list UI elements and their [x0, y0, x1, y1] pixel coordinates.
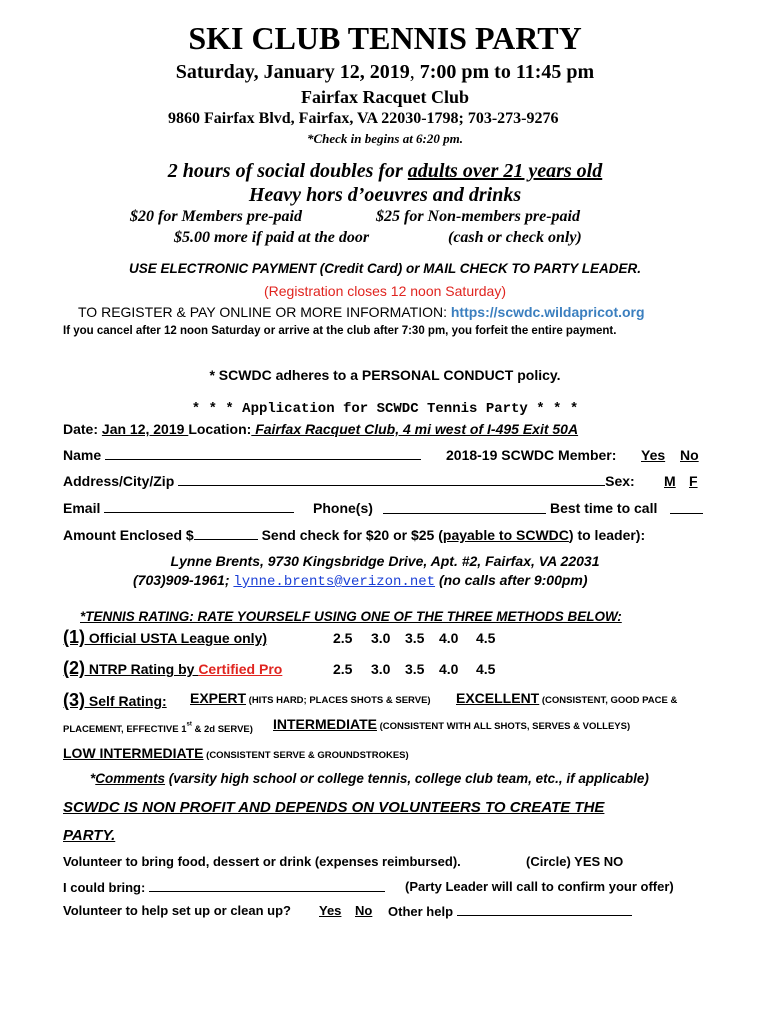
comments-asterisk: *	[90, 771, 96, 786]
email-label: Email	[63, 500, 105, 516]
setup-no-option[interactable]: No	[355, 903, 373, 918]
leader-email-link[interactable]: lynne.brents@verizon.net	[233, 574, 436, 590]
comments-note: (varsity high school or college tennis, college club team, etc., if applicable)	[165, 771, 649, 786]
page-title: SKI CLUB TENNIS PARTY	[188, 20, 582, 56]
electronic-payment-note: USE ELECTRONIC PAYMENT (Credit Card) or MAIL CHECK TO PARTY LEADER.	[128, 261, 642, 276]
register-link[interactable]: https://scwdc.wildapricot.org	[450, 304, 645, 320]
rating-method-2	[63, 658, 763, 679]
leader-phone: (703)909-1961;	[133, 572, 234, 588]
address-field[interactable]	[178, 473, 605, 486]
level-option[interactable]: 3.5	[405, 661, 425, 677]
calls-note: (no calls after 9:00pm)	[438, 572, 588, 588]
excellent-note-end: & 2d SERVE)	[191, 724, 253, 735]
level-option[interactable]: 3.0	[371, 630, 391, 646]
could-bring-label: I could bring:	[63, 880, 149, 895]
method-3-label: Self Rating:	[85, 693, 167, 709]
setup-question: Volunteer to help set up or clean up?	[63, 903, 292, 918]
level-option[interactable]: 4.5	[476, 630, 496, 646]
payable-to: payable to SCWDC	[442, 527, 569, 543]
nonprofit-line-2: PARTY.	[63, 827, 116, 844]
amount-row	[63, 527, 763, 543]
level-option[interactable]: 4.0	[439, 630, 459, 646]
member-no-option[interactable]: No	[680, 447, 699, 463]
level-option[interactable]: 2.5	[333, 630, 353, 646]
date-location-row	[63, 421, 763, 437]
food-line: Heavy hors d’oeuvres and drinks	[248, 184, 522, 206]
best-time-label: Best time to call	[550, 500, 658, 516]
venue-address: 9860 Fairfax Blvd, Fairfax, VA 22030-1798; 703-273-9276	[168, 110, 559, 127]
phone-field[interactable]	[383, 501, 546, 514]
level-option[interactable]: 2.5	[333, 661, 353, 677]
send-check-end: ) to leader):	[568, 527, 646, 543]
member-yes-option[interactable]: Yes	[641, 447, 666, 463]
expert-note: (HITS HARD; PLACES SHOTS & SERVE)	[246, 695, 431, 706]
register-label: TO REGISTER & PAY ONLINE OR MORE INFORMATION:	[78, 304, 447, 320]
cancel-policy: If you cancel after 12 noon Saturday or arrive at the club after 7:30 pm, you forfeit the entire payment.	[63, 325, 617, 337]
intermediate-note: (CONSISTENT WITH ALL SHOTS, SERVES & VOLLEYS)	[376, 721, 631, 732]
rating-method-1	[63, 627, 763, 648]
rating-method-3	[63, 690, 763, 711]
method-1-number: (1)	[63, 627, 85, 647]
method-2-number: (2)	[63, 658, 85, 678]
level-option[interactable]: 3.5	[405, 630, 425, 646]
leader-contact	[133, 572, 753, 590]
phone-label: Phone(s)	[313, 500, 373, 516]
register-line	[78, 304, 768, 320]
social-doubles-line	[0, 160, 770, 183]
conduct-policy: * SCWDC adheres to a PERSONAL CONDUCT policy.	[209, 367, 561, 383]
email-field[interactable]	[104, 500, 294, 513]
low-intermediate-note: (CONSISTENT SERVE & GROUNDSTROKES)	[203, 750, 409, 761]
circle-yes-no[interactable]: (Circle) YES NO	[526, 854, 624, 869]
nonprofit-line-1: SCWDC IS NON PROFIT AND DEPENDS ON VOLUNTEERS TO CREATE THE	[63, 799, 605, 816]
expert-label: EXPERT	[190, 690, 247, 706]
checkin-note: *Check in begins at 6:20 pm.	[306, 131, 463, 146]
low-intermediate-option[interactable]	[63, 745, 763, 761]
member-label: 2018-19 SCWDC Member:	[446, 447, 617, 463]
application-heading: * * * Application for SCWDC Tennis Party * * *	[191, 401, 579, 417]
event-date-time	[0, 61, 770, 84]
setup-row	[63, 903, 763, 918]
sex-f-option[interactable]: F	[689, 473, 698, 489]
price-door: $5.00 more if paid at the door	[174, 229, 370, 246]
ordinal-sup: st	[186, 721, 192, 728]
method-1-levels	[333, 630, 495, 646]
confirm-note: (Party Leader will call to confirm your offer)	[405, 879, 674, 894]
leader-address: Lynne Brents, 9730 Kingsbridge Drive, Apt. #2, Fairfax, VA 22031	[170, 553, 600, 569]
price-nonmembers: $25 for Non-members pre-paid	[376, 208, 580, 225]
date-sep: ,	[409, 61, 415, 83]
comments-line	[90, 771, 770, 786]
amount-field[interactable]	[194, 527, 258, 540]
level-option[interactable]: 4.5	[476, 661, 496, 677]
location-value[interactable]: Fairfax Racquet Club, 4 mi west of I-495 Exit 50A	[251, 421, 579, 437]
method-2-label: NTRP Rating by	[85, 661, 199, 677]
other-help-field[interactable]	[457, 903, 632, 916]
email-phone-row	[63, 500, 763, 516]
bring-food-row	[63, 854, 763, 869]
address-label: Address/City/Zip	[63, 473, 179, 489]
name-label: Name	[63, 447, 106, 463]
price-members: $20 for Members pre-paid	[130, 208, 302, 225]
name-field[interactable]	[105, 447, 421, 460]
rating-method-3-cont	[63, 716, 763, 737]
bring-food-text: Volunteer to bring food, dessert or drink (expenses reimbursed).	[63, 854, 461, 869]
method-3-number: (3)	[63, 690, 85, 710]
registration-closes: (Registration closes 12 noon Saturday)	[263, 283, 507, 299]
excellent-note: (CONSISTENT, GOOD PACE &	[539, 695, 678, 706]
level-option[interactable]: 4.0	[439, 661, 459, 677]
method-2-levels	[333, 661, 495, 677]
price-door-note: (cash or check only)	[448, 229, 582, 246]
event-time: 7:00 pm to 11:45 pm	[414, 61, 595, 83]
comments-label: Comments	[95, 771, 166, 786]
method-1-label: Official USTA League only)	[85, 630, 268, 646]
other-help-label: Other help	[388, 904, 457, 919]
social-prefix: 2 hours of social doubles for	[167, 160, 408, 182]
low-intermediate-label: LOW INTERMEDIATE	[63, 745, 204, 761]
sex-m-option[interactable]: M	[664, 473, 676, 489]
level-option[interactable]: 3.0	[371, 661, 391, 677]
best-time-field[interactable]	[670, 501, 703, 514]
excellent-option[interactable]	[456, 690, 677, 706]
event-date: Saturday, January 12, 2019	[175, 61, 410, 83]
amount-label: Amount Enclosed $	[63, 527, 194, 543]
could-bring-field[interactable]	[149, 879, 385, 892]
location-label: Location:	[188, 421, 252, 437]
excellent-note-cont: PLACEMENT, EFFECTIVE 1	[63, 724, 187, 735]
setup-yes-option[interactable]: Yes	[319, 903, 342, 918]
venue-name: Fairfax Racquet Club	[301, 87, 469, 107]
date-label: Date:	[63, 421, 102, 437]
date-value[interactable]: Jan 12, 2019	[101, 421, 189, 437]
certified-pro: Certified Pro	[198, 661, 283, 677]
could-bring-row	[63, 879, 763, 895]
intermediate-label: INTERMEDIATE	[273, 716, 377, 732]
expert-option[interactable]	[190, 690, 431, 706]
intermediate-option[interactable]	[273, 716, 630, 732]
send-check-text: Send check for $20 or $25 (	[257, 527, 443, 543]
other-help	[388, 903, 632, 919]
rating-heading: *TENNIS RATING: RATE YOURSELF USING ONE OF THE THREE METHODS BELOW:	[80, 609, 622, 624]
sex-label: Sex:	[605, 473, 635, 489]
excellent-label: EXCELLENT	[456, 690, 540, 706]
address-sex-row	[63, 473, 763, 489]
name-member-row	[63, 447, 763, 463]
age-requirement: adults over 21 years old	[407, 160, 603, 182]
